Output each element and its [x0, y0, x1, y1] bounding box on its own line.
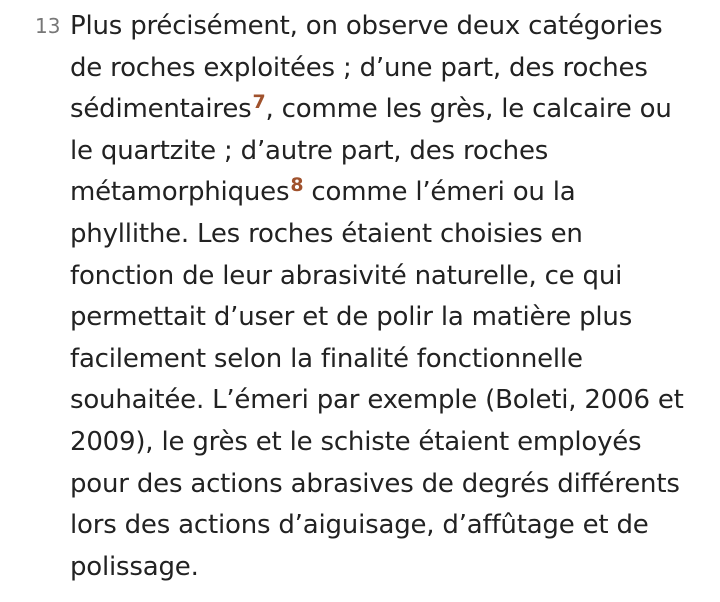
text-segment: sédimentaires — [70, 94, 252, 125]
text-line: Plus précisément, on observe deux catégories — [70, 11, 663, 41]
text-line: polissage. — [70, 551, 199, 582]
text-line — [70, 172, 710, 214]
footnote-link-8[interactable]: 8 — [290, 174, 304, 197]
paragraph-number: 13 — [35, 14, 61, 38]
text-line: lors des actions d’aiguisage, d’affûtage et de — [70, 510, 649, 541]
footnote-link-7[interactable]: 7 — [252, 91, 266, 114]
text-line: pour des actions abrasives de degrés différents — [70, 468, 680, 499]
paragraph-text — [70, 6, 710, 588]
text-line: phyllithe. Les roches étaient choisies en — [70, 218, 583, 249]
text-line: facilement selon la finalité fonctionnelle — [70, 343, 583, 374]
text-line: souhaitée. L’émeri par exemple (Boleti, 2006 et — [70, 385, 684, 416]
text-line — [70, 89, 710, 131]
text-segment: métamorphiques — [70, 177, 290, 208]
text-line: 2009), le grès et le schiste étaient employés — [70, 426, 642, 457]
text-line: de roches exploitées ; d’une part, des roches — [70, 52, 648, 83]
text-line: permettait d’user et de polir la matière plus — [70, 302, 633, 333]
text-line: le quartzite ; d’autre part, des roches — [70, 135, 549, 166]
text-segment: , comme les grès, le calcaire ou — [265, 94, 672, 125]
text-segment: comme l’émeri ou la — [303, 177, 576, 208]
text-line: fonction de leur abrasivité naturelle, ce qui — [70, 260, 623, 291]
